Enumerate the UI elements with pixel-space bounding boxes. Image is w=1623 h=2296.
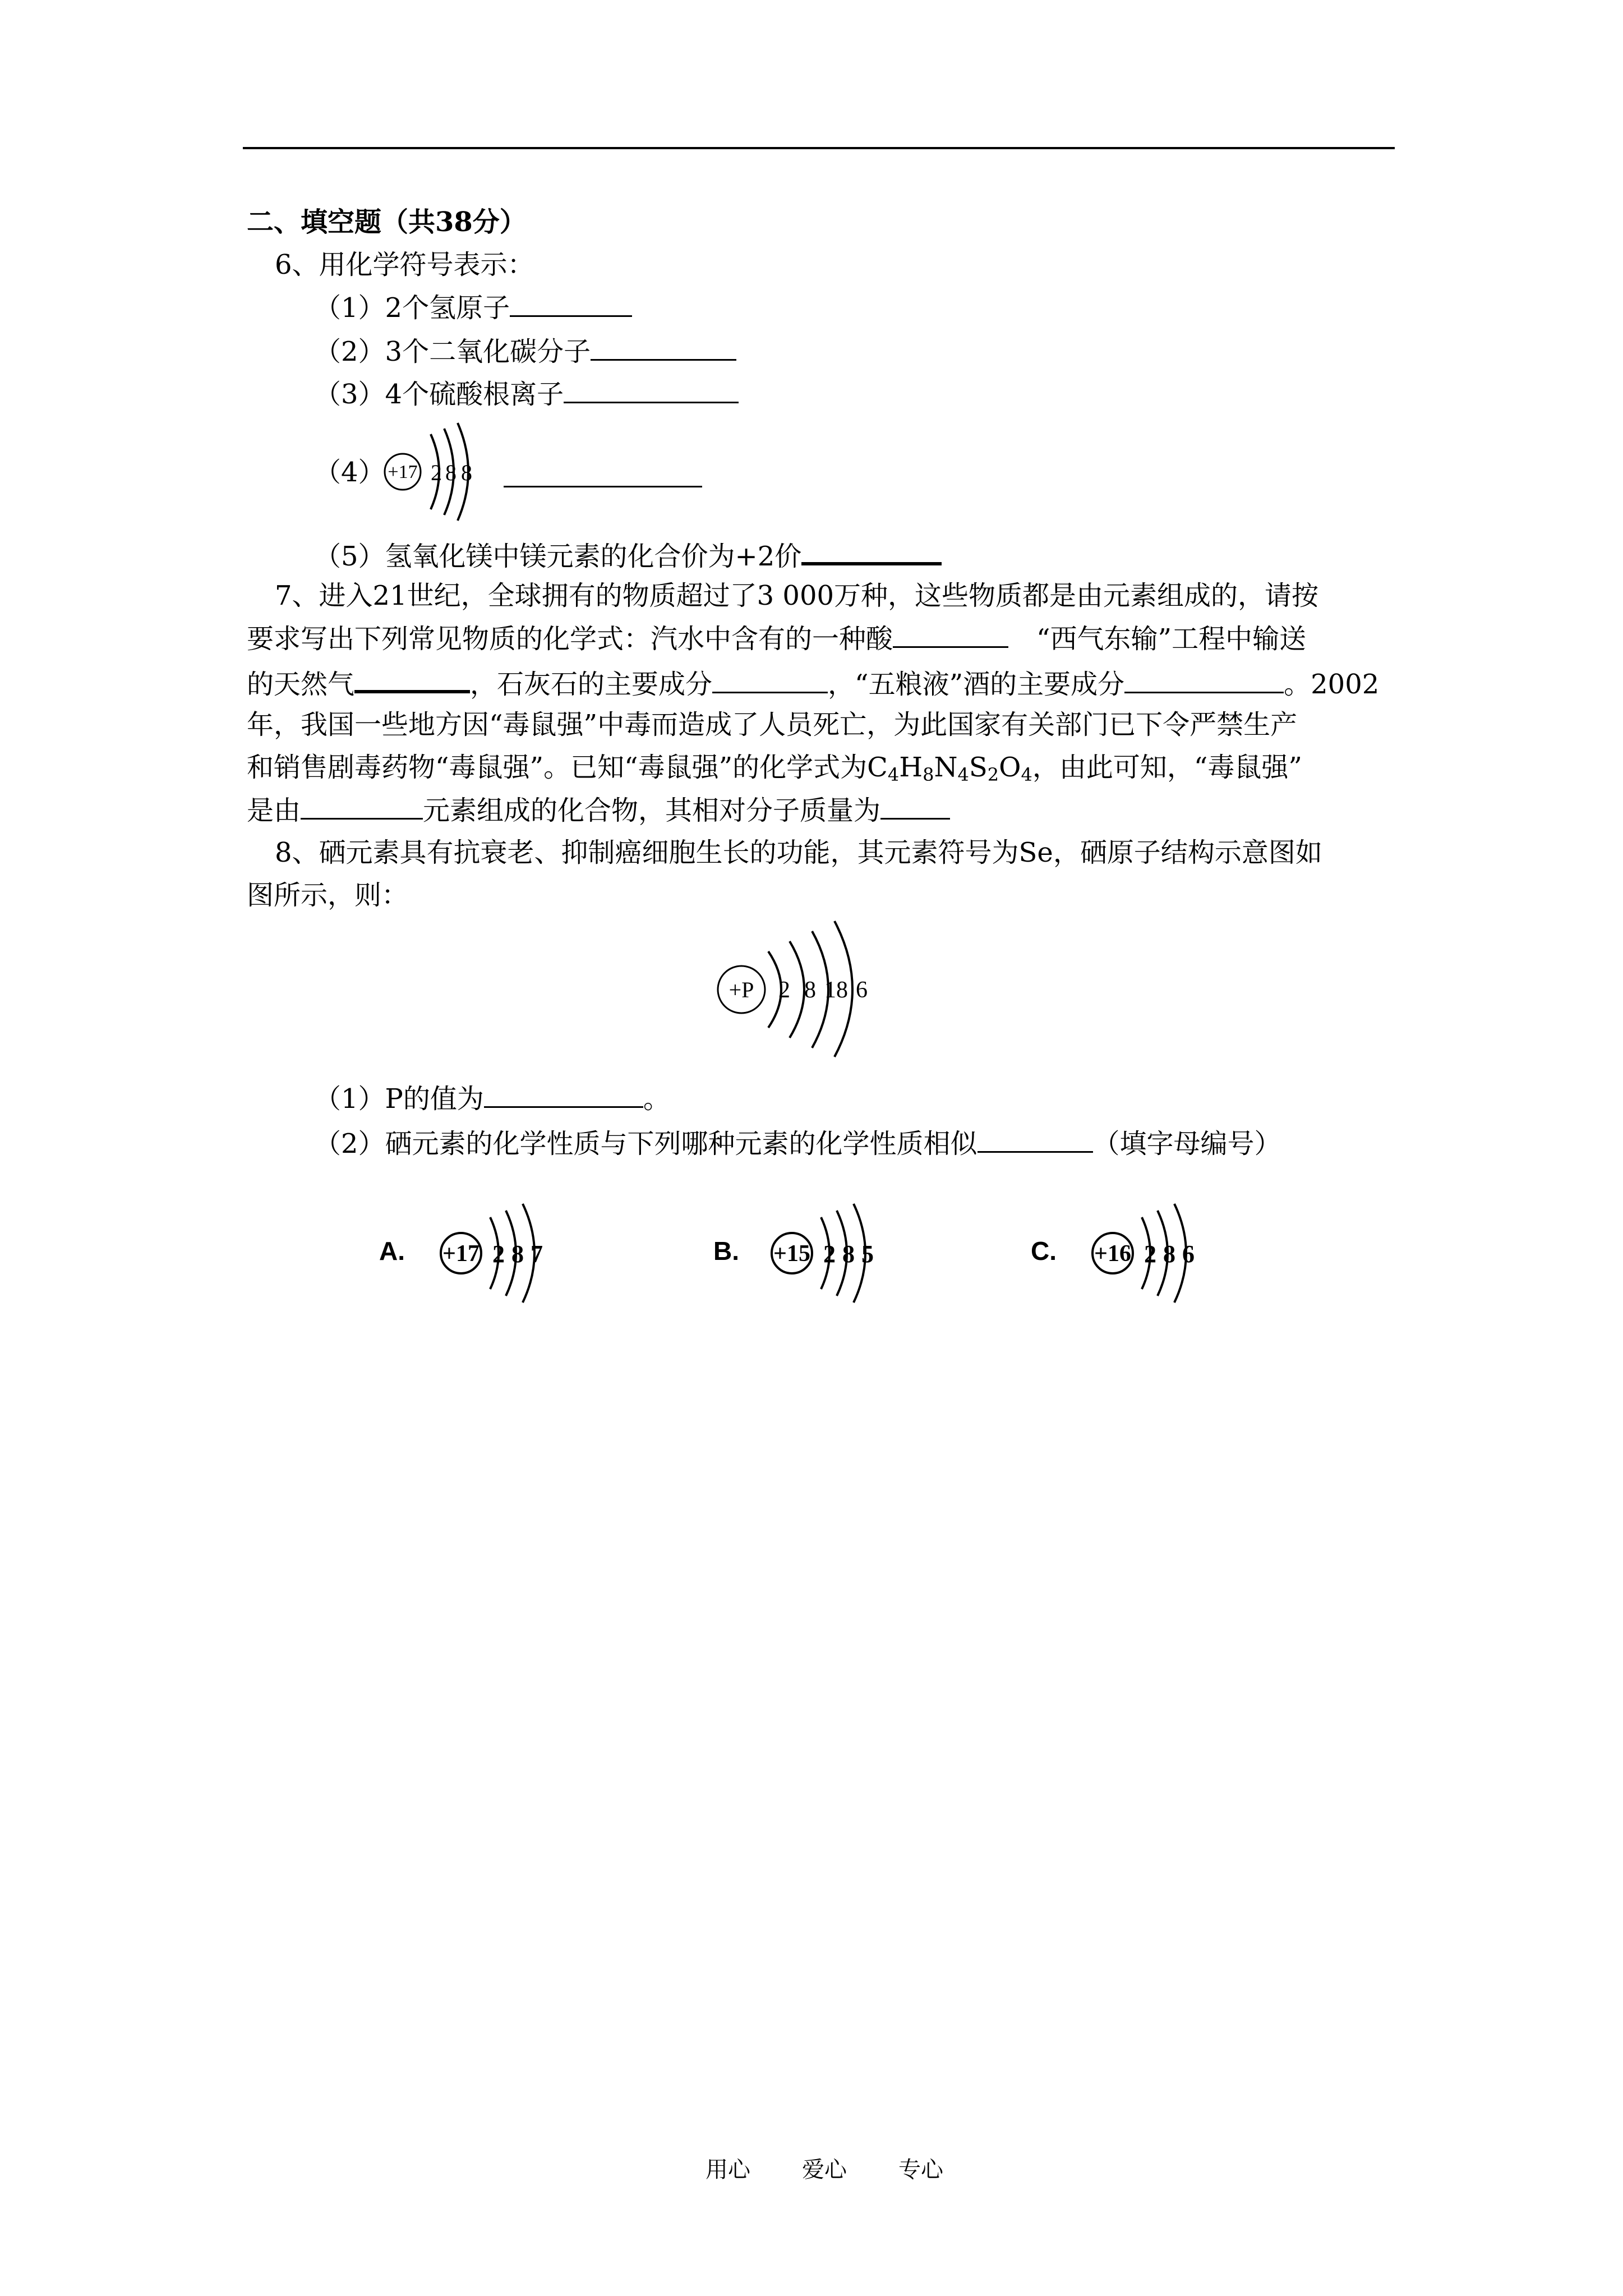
page-footer: 用心 爱心 专心 [706, 2157, 943, 2183]
answer-blank[interactable] [880, 793, 950, 820]
option-b[interactable] [713, 1203, 915, 1304]
answer-blank[interactable] [301, 793, 423, 820]
svg-text:2: 2 [431, 460, 442, 485]
answer-blank[interactable] [564, 377, 739, 403]
svg-text:8: 8 [842, 1240, 855, 1268]
q8-line-1: 8、硒元素具有抗衰老、抑制癌细胞生长的功能，其元素符号为Se，硒原子结构示意图如 [275, 837, 1322, 868]
q8-sub-2: （2）硒元素的化学性质与下列哪种元素的化学性质相似 （填字母编号） [314, 1126, 1281, 1161]
option-a[interactable] [379, 1203, 581, 1304]
q7-line-5: 和销售剧毒药物“毒鼠强”。已知“毒鼠强”的化学式为$C_4H_8N_4S_2O_4$，由此可知，“毒鼠强” [247, 752, 1302, 785]
svg-text:6: 6 [856, 977, 868, 1003]
svg-text:A.: A. [379, 1236, 405, 1266]
svg-text:5: 5 [861, 1240, 874, 1268]
svg-text:8: 8 [445, 460, 457, 485]
q6-item-5: （5）氢氧化镁中镁元素的化合价为+2价 [314, 537, 942, 573]
svg-text:7: 7 [531, 1240, 543, 1268]
chemical-formula: $C_4H_8N_4S_2O_4$ [867, 752, 1032, 785]
svg-text:B.: B. [713, 1236, 739, 1266]
answer-blank[interactable] [801, 537, 942, 565]
svg-text:2: 2 [492, 1240, 505, 1268]
svg-text:8: 8 [461, 460, 472, 485]
q6-item-1: （1）2个氢原子 [314, 291, 632, 325]
svg-text:+17: +17 [388, 462, 418, 482]
atom-diagram-se [712, 912, 892, 1058]
svg-text:C.: C. [1031, 1236, 1057, 1266]
svg-text:8: 8 [511, 1240, 524, 1268]
svg-text:+P: +P [728, 977, 754, 1002]
answer-blank[interactable] [510, 291, 632, 317]
q7-line-1: 7、进入21世纪，全球拥有的物质超过了3 000万种，这些物质都是由元素组成的，请按 [275, 580, 1319, 611]
q8-line-2: 图所示，则： [247, 880, 409, 911]
svg-text:2: 2 [1144, 1240, 1156, 1268]
answer-blank[interactable] [354, 665, 470, 693]
svg-text:+15: +15 [773, 1241, 810, 1267]
svg-text:18: 18 [824, 977, 848, 1003]
q7-line-6: 是由 元素组成的化合物，其相对分子质量为 [247, 793, 950, 827]
option-c[interactable] [1031, 1203, 1233, 1304]
q6-item-4: （4） [314, 457, 385, 488]
answer-blank[interactable] [1124, 667, 1284, 693]
header-rule [243, 147, 1395, 149]
svg-text:2: 2 [823, 1240, 836, 1268]
section-title: 二、填空题（共38分） [247, 206, 527, 238]
answer-blank[interactable] [484, 1082, 643, 1108]
answer-blank[interactable] [591, 334, 736, 361]
svg-text:+17: +17 [442, 1241, 479, 1267]
q7-line-2: 要求写出下列常见物质的化学式：汽水中含有的一种酸 “西气东输”工程中输送 [247, 622, 1306, 656]
svg-text:2: 2 [778, 977, 790, 1003]
answer-blank[interactable] [712, 667, 828, 693]
svg-text:8: 8 [804, 977, 816, 1003]
q7-line-3: 的天然气 ，石灰石的主要成分 ，“五粮液”酒的主要成分 。2002 [247, 665, 1379, 701]
svg-text:8: 8 [1163, 1240, 1175, 1268]
q6-item-2: （2）3个二氧化碳分子 [314, 334, 736, 369]
answer-blank[interactable] [978, 1126, 1093, 1153]
atom-diagram-cl [379, 418, 491, 525]
q6-item-3: （3）4个硫酸根离子 [314, 377, 739, 411]
q7-line-4: 年，我国一些地方因“毒鼠强”中毒而造成了人员死亡，为此国家有关部门已下令严禁生产 [247, 709, 1298, 740]
q8-sub-1: （1）P的值为 。 [314, 1082, 670, 1116]
q6-stem: 6、用化学符号表示： [275, 249, 534, 280]
svg-text:6: 6 [1182, 1240, 1195, 1268]
svg-text:+16: +16 [1094, 1241, 1131, 1267]
answer-blank[interactable] [893, 622, 1008, 648]
answer-blank[interactable] [504, 486, 702, 487]
